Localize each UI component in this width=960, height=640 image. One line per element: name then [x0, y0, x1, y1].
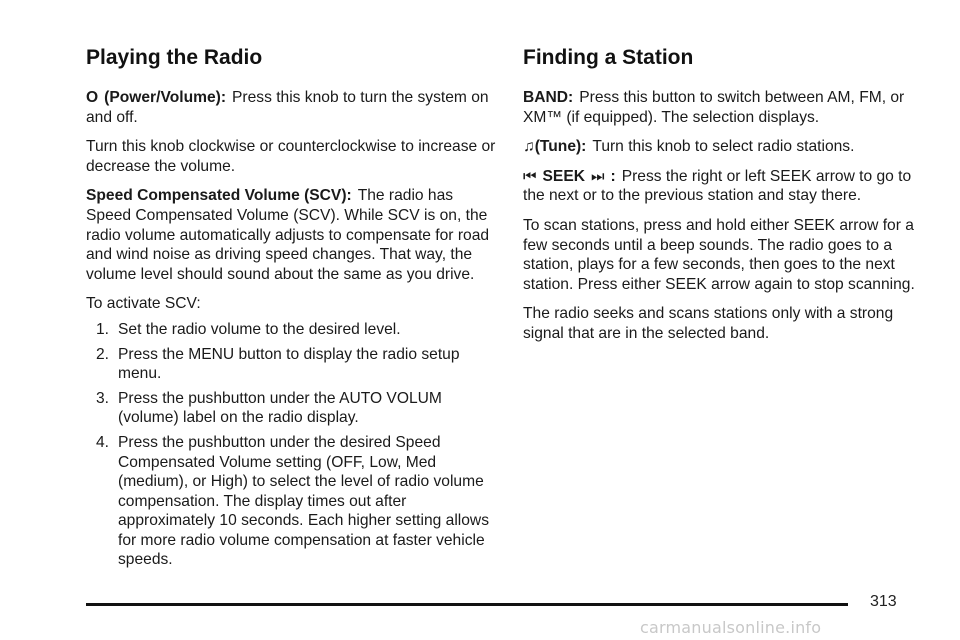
list-item: 4. Press the pushbutton under the desired Speed Compensated Volume setting (OFF, Low, Med (medium), or High) to select the level of radio volume compensation. The display times out after approximately 10 seconds. Each higher setting allows for more radio volume compensation at faster vehicle speeds. [96, 433, 489, 569]
list-item: 1. Set the radio volume to the desired level. [96, 320, 401, 338]
tune-paragraph [523, 137, 933, 157]
seek-colon: : [610, 167, 616, 185]
right-column [523, 44, 933, 354]
seek-text: Press the right or left SEEK arrow to go to the next or to the previous station and stay there. [523, 167, 912, 205]
scv-text: The radio has Speed Compensated Volume (SCV). While SCV is on, the radio volume automatically adjusts to compensate for road and wind noise as driving speed changes. That way, the volume level should sound about the same as you drive. [86, 187, 490, 283]
band-paragraph [523, 88, 933, 127]
tune-icon: ♫ [523, 138, 535, 156]
left-column [86, 44, 496, 575]
seek-paragraph [523, 167, 933, 206]
power-volume-paragraph [86, 88, 496, 127]
activate-label: To activate SCV: [86, 295, 201, 313]
tune-text: Turn this knob to select radio stations. [592, 138, 855, 156]
power-icon: O [86, 89, 99, 106]
watermark: carmanualsonline.info [640, 618, 822, 637]
power-term: (Power/Volume): [104, 89, 227, 106]
scv-paragraph [86, 186, 496, 284]
scan-paragraph: To scan stations, press and hold either SEEK arrow for a few seconds until a beep sounds. The radio goes to a station, plays for a few seconds, then goes to the next station. Press either SEEK arrow again to stop scanning. [523, 216, 915, 293]
seek-term: SEEK [542, 167, 585, 185]
seek-forward-icon: ⏭ [590, 167, 605, 185]
signal-paragraph: The radio seeks and scans stations only with a strong signal that are in the selected band. [523, 305, 894, 342]
band-term: BAND: [523, 89, 574, 106]
list-item: 3. Press the pushbutton under the AUTO VOLUM (volume) label on the radio display. [96, 389, 442, 427]
scv-steps-list [86, 320, 496, 570]
volume-paragraph: Turn this knob clockwise or counterclockwise to increase or decrease the volume. [86, 138, 496, 175]
list-item: 2. Press the MENU button to display the radio setup menu. [96, 345, 460, 383]
tune-term: (Tune): [534, 138, 587, 156]
power-text: Press this knob to turn the system on and off. [86, 89, 489, 126]
page-number: 313 [870, 593, 897, 610]
seek-back-icon: ⏮ [523, 167, 537, 185]
band-text: Press this button to switch between AM, FM, or XM™ (if equipped). The selection displays. [523, 89, 905, 126]
section-heading-finding-station: Finding a Station [523, 46, 694, 69]
footer-rule [86, 603, 848, 606]
section-heading-playing-radio: Playing the Radio [86, 46, 263, 69]
scv-term: Speed Compensated Volume (SCV): [86, 187, 352, 205]
